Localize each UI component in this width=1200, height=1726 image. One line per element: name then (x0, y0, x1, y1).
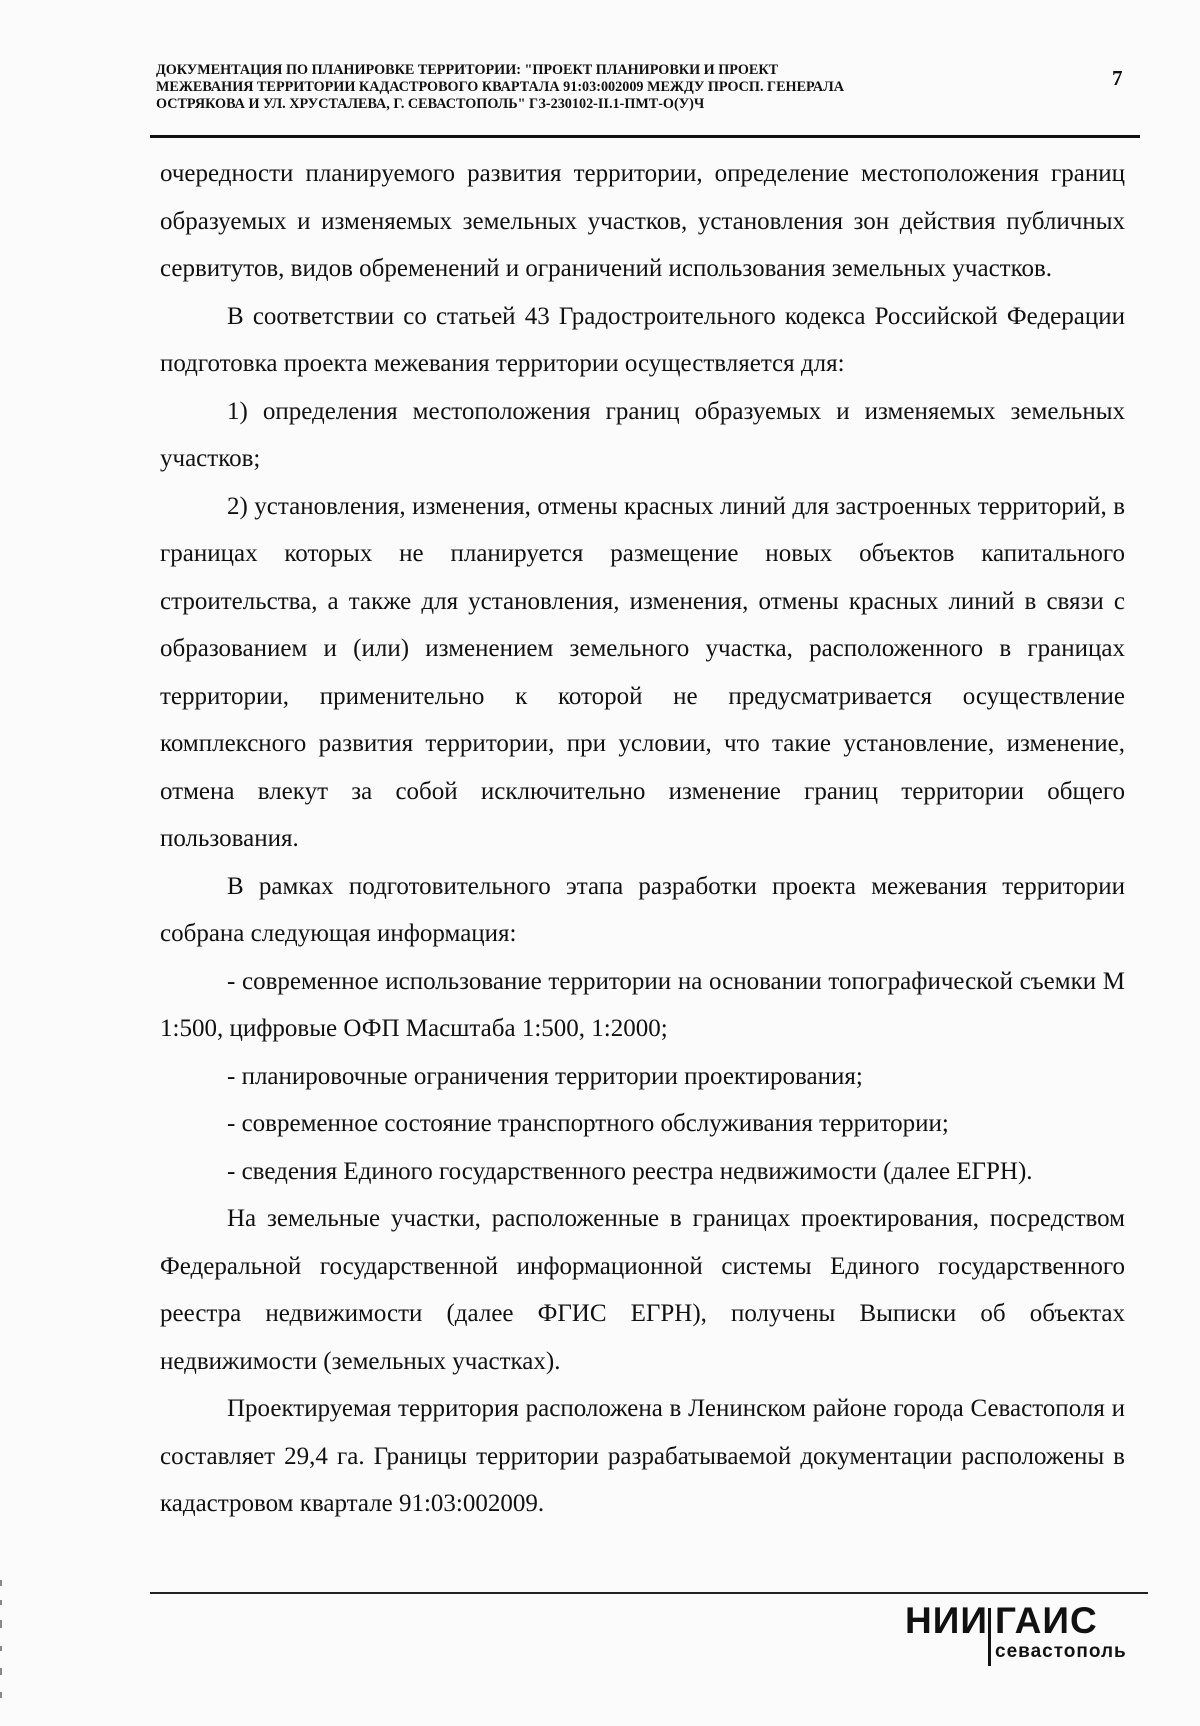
scan-edge-marks (0, 1580, 3, 1720)
logo-text-city: севастополь (995, 1641, 1127, 1662)
header-title-line-2: МЕЖЕВАНИЯ ТЕРРИТОРИИ КАДАСТРОВОГО КВАРТАЛА 91:03:002009 МЕЖДУ ПРОСП. ГЕНЕРАЛА (156, 79, 844, 95)
header-divider (150, 135, 1140, 138)
header-title-line-3: ОСТРЯКОВА И УЛ. ХРУСТАЛЕВА, Г. СЕВАСТОПОЛЬ" ГЗ-230102-II.1-ПМТ-О(У)Ч (156, 96, 705, 112)
paragraph-5: Проектируемая территория расположена в Ленинском районе города Севастополя и составляет 29,4 га. Границы территории разрабатываемой документации расположены в кадастровом квартале 91:03:002009. (160, 1395, 1125, 1517)
document-body (160, 150, 1125, 1528)
page-number: 7 (1112, 66, 1123, 90)
bullet-item-3: - современное состояние транспортного обслуживания территории; (227, 1110, 949, 1137)
paragraph-1: очередности планируемого развития территории, определение местоположения границ образуемых и изменяемых земельных участков, установления зон действия публичных сервитутов, видов обременений и ограничений использования земельных участков. (160, 160, 1125, 282)
bullet-item-2: - планировочные ограничения территории проектирования; (227, 1062, 863, 1090)
list-item-2: 2) установления, изменения, отмены красных линий для застроенных территорий, в границах которых не планируется размещение новых объектов капитального строительства, а также для установления, изменения, отмены красных линий в связи с образованием и (или) изменением земельного участка, расположенного в границах территории, применительно к которой не предусматривается осуществление комплексного развития территории, при условии, что такие установление, изменение, отмена влекут за собой исключительно изменение границ территории общего пользования. (160, 492, 1125, 852)
paragraph-3: В рамках подготовительного этапа разработки проекта межевания территории собрана следующая информация: (160, 872, 1125, 947)
bullet-item-1: - современное использование территории на основании топографической съемки М 1:500, цифровые ОФП Масштаба 1:500, 1:2000; (160, 967, 1125, 1042)
header-title-line-1: ДОКУМЕНТАЦИЯ ПО ПЛАНИРОВКЕ ТЕРРИТОРИИ: "ПРОЕКТ ПЛАНИРОВКИ И ПРОЕКТ (156, 62, 779, 78)
bullet-item-4: - сведения Единого государственного реестра недвижимости (далее ЕГРН). (227, 1157, 1033, 1185)
logo-separator (988, 1608, 991, 1666)
logo-text-nii: НИИ (905, 1600, 988, 1641)
nii-gais-logo (905, 1600, 1155, 1680)
list-item-1: 1) определения местоположения границ образуемых и изменяемых земельных участков; (160, 397, 1125, 472)
footer-divider (150, 1592, 1148, 1594)
paragraph-4: На земельные участки, расположенные в границах проектирования, посредством Федеральной государственной информационной системы Единого государственного реестра недвижимости (далее ФГИС ЕГРН), получены Выписки об объектах недвижимости (земельных участках). (160, 1205, 1125, 1375)
document-header (156, 62, 1056, 113)
logo-text-gais: ГАИС (995, 1600, 1098, 1641)
paragraph-2: В соответствии со статьей 43 Градостроительного кодекса Российской Федерации подготовка проекта межевания территории осуществляется для: (160, 302, 1125, 377)
